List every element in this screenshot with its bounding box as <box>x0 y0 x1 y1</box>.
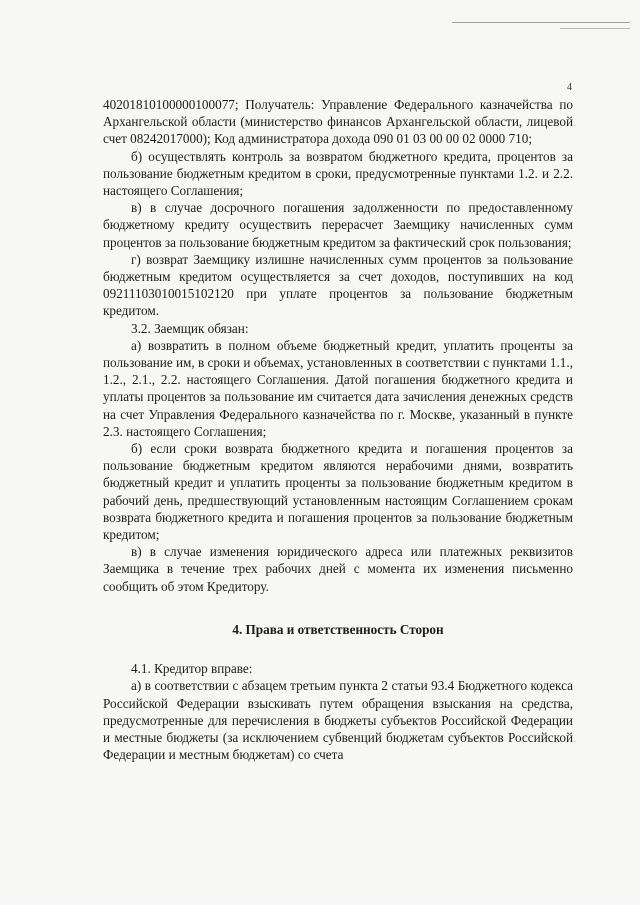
document-body <box>103 96 573 763</box>
paragraph-3-2-v: в) в случае изменения юридического адреса или платежных реквизитов Заемщика в течение трех рабочих дней с момента их изменения письменно сообщить об этом Кредитору. <box>103 544 573 594</box>
paragraph-account-details: 40201810100000100077; Получатель: Управление Федерального казначейства по Архангельской области (министерство финансов Архангельской области, лицевой счет 08242017000); Код администратора дохода 090 01 03 00 00 02 0000 710; <box>103 97 573 147</box>
section-heading: 4. Права и ответственность Сторон <box>232 621 444 637</box>
page-number: 4 <box>567 82 572 93</box>
paragraph-3-2-title: 3.2. Заемщик обязан: <box>131 320 249 336</box>
scan-artifact-line <box>452 22 630 23</box>
paragraph-3-2-b: б) если сроки возврата бюджетного кредита и погашения процентов за пользование бюджетным кредитом являются нерабочими днями, возвратить бюджетный кредит и уплатить проценты за пользование бюджетным кредитом в рабочий день, предшествующий установленным настоящим Соглашением срокам возврата бюджетного кредита и погашения процентов за пользование бюджетным кредитом; <box>103 441 573 543</box>
paragraph-4-1-a: а) в соответствии с абзацем третьим пункта 2 статьи 93.4 Бюджетного кодекса Российской Федерации взыскивать путем обращения взыскания на средства, предусмотренные для перечисления в бюджеты субъектов Российской Федерации и местные бюджеты (за исключением субвенций бюджетам субъектов Российской Федерации и местным бюджетам) со счета <box>103 678 573 763</box>
paragraph-4-1-title: 4.1. Кредитор вправе: <box>131 661 253 677</box>
paragraph-clause-b: б) осуществлять контроль за возвратом бюджетного кредита, процентов за пользование бюджетным кредитом в сроки, предусмотренные пунктами 1.2. и 2.2. настоящего Соглашения; <box>103 148 573 199</box>
paragraph-clause-g: г) возврат Заемщику излишне начисленных сумм процентов за пользование бюджетным кредитом осуществляется за счет доходов, поступивших на код 09211103010015102120 при уплате процентов за пользование бюджетным кредитом. <box>103 251 573 319</box>
paragraph-clause-v: в) в случае досрочного погашения задолженности по предоставленному бюджетному кредиту осуществить перерасчет Заемщику начисленных сумм процентов за пользование бюджетным кредитом за фактический срок пользования; <box>103 200 573 250</box>
scan-artifact-line <box>560 28 630 29</box>
paragraph-3-2-a: а) возвратить в полном объеме бюджетный кредит, уплатить проценты за пользование им, в сроки и объемах, установленных в соответствии с пунктами 1.1., 1.2., 2.1., 2.2. настоящего Соглашения. Датой погашения бюджетного кредита и уплаты процентов за пользование им считается дата зачисления денежных средств на счет Управления Федерального казначейства по г. Москве, указанный в пункте 2.3. настоящего Соглашения; <box>103 337 573 439</box>
